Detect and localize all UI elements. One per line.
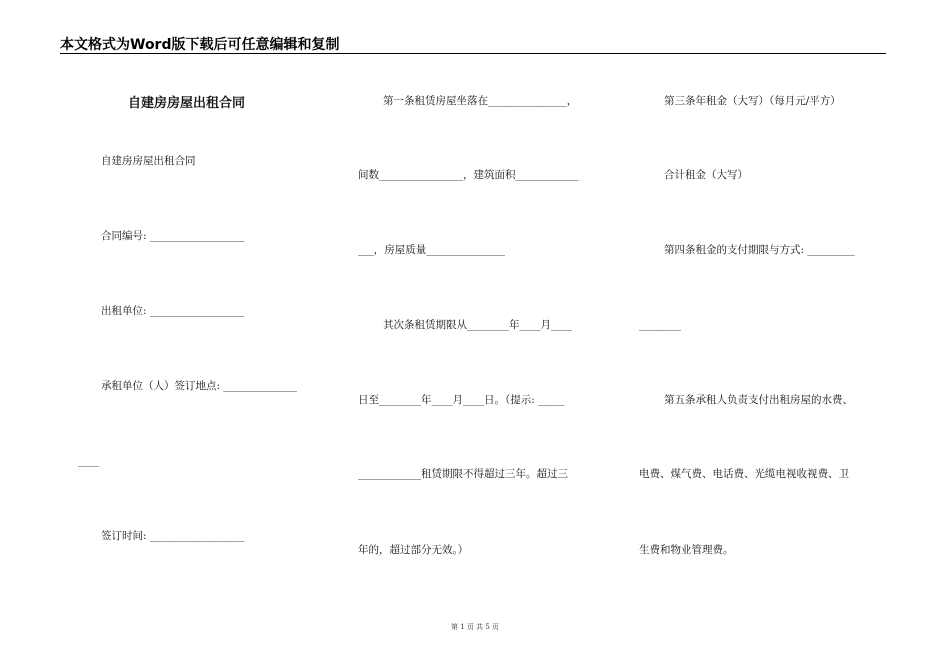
article-2-line-2: 日至________年____月____日。（提示: _____: [358, 394, 565, 406]
document-title: 自建房房屋出租合同: [128, 96, 246, 111]
signing-time-line: 签订时间: __________________: [101, 530, 245, 542]
header-title: 本文格式为Word版下载后可任意编辑和复制: [60, 37, 340, 53]
article-2-line-4: 年的，超过部分无效。）: [358, 544, 469, 556]
lessor-line: 出租单位: __________________: [101, 305, 245, 317]
article-2-line-1: 其次条租赁期限从________年____月____: [383, 319, 572, 331]
article-4-line-2: ________: [639, 319, 681, 331]
article-5-line-3: 生费和物业管理费。: [639, 544, 734, 556]
col1-continuation-line: ____: [78, 455, 99, 467]
page-footer: 第 1 页 共 5 页: [450, 623, 500, 631]
col1-line-1: 自建房房屋出租合同: [101, 155, 196, 167]
article-1-line-2: 间数________________，建筑面积____________: [358, 169, 579, 181]
article-2-line-3: ____________租赁期限不得超过三年。超过三: [358, 468, 568, 480]
article-1-line-3: ___，房屋质量_______________: [358, 244, 505, 256]
article-5-line-2: 电费、煤气费、电话费、光缆电视收视费、卫: [639, 468, 849, 480]
article-4-line-1: 第四条租金的支付期限与方式: _________: [664, 244, 855, 256]
article-1-line-1: 第一条租赁房屋坐落在_______________，: [383, 95, 578, 107]
contract-number-line: 合同编号: __________________: [101, 230, 245, 242]
article-3-line-1: 第三条年租金（大写）（每月元/平方）: [664, 95, 841, 107]
lessee-signing-place-line: 承租单位（人）签订地点: ______________: [101, 380, 297, 392]
article-3-line-2: 合计租金（大写）: [664, 169, 748, 181]
header-divider: [60, 53, 886, 54]
article-5-line-1: 第五条承租人负责支付出租房屋的水费、: [664, 394, 853, 406]
